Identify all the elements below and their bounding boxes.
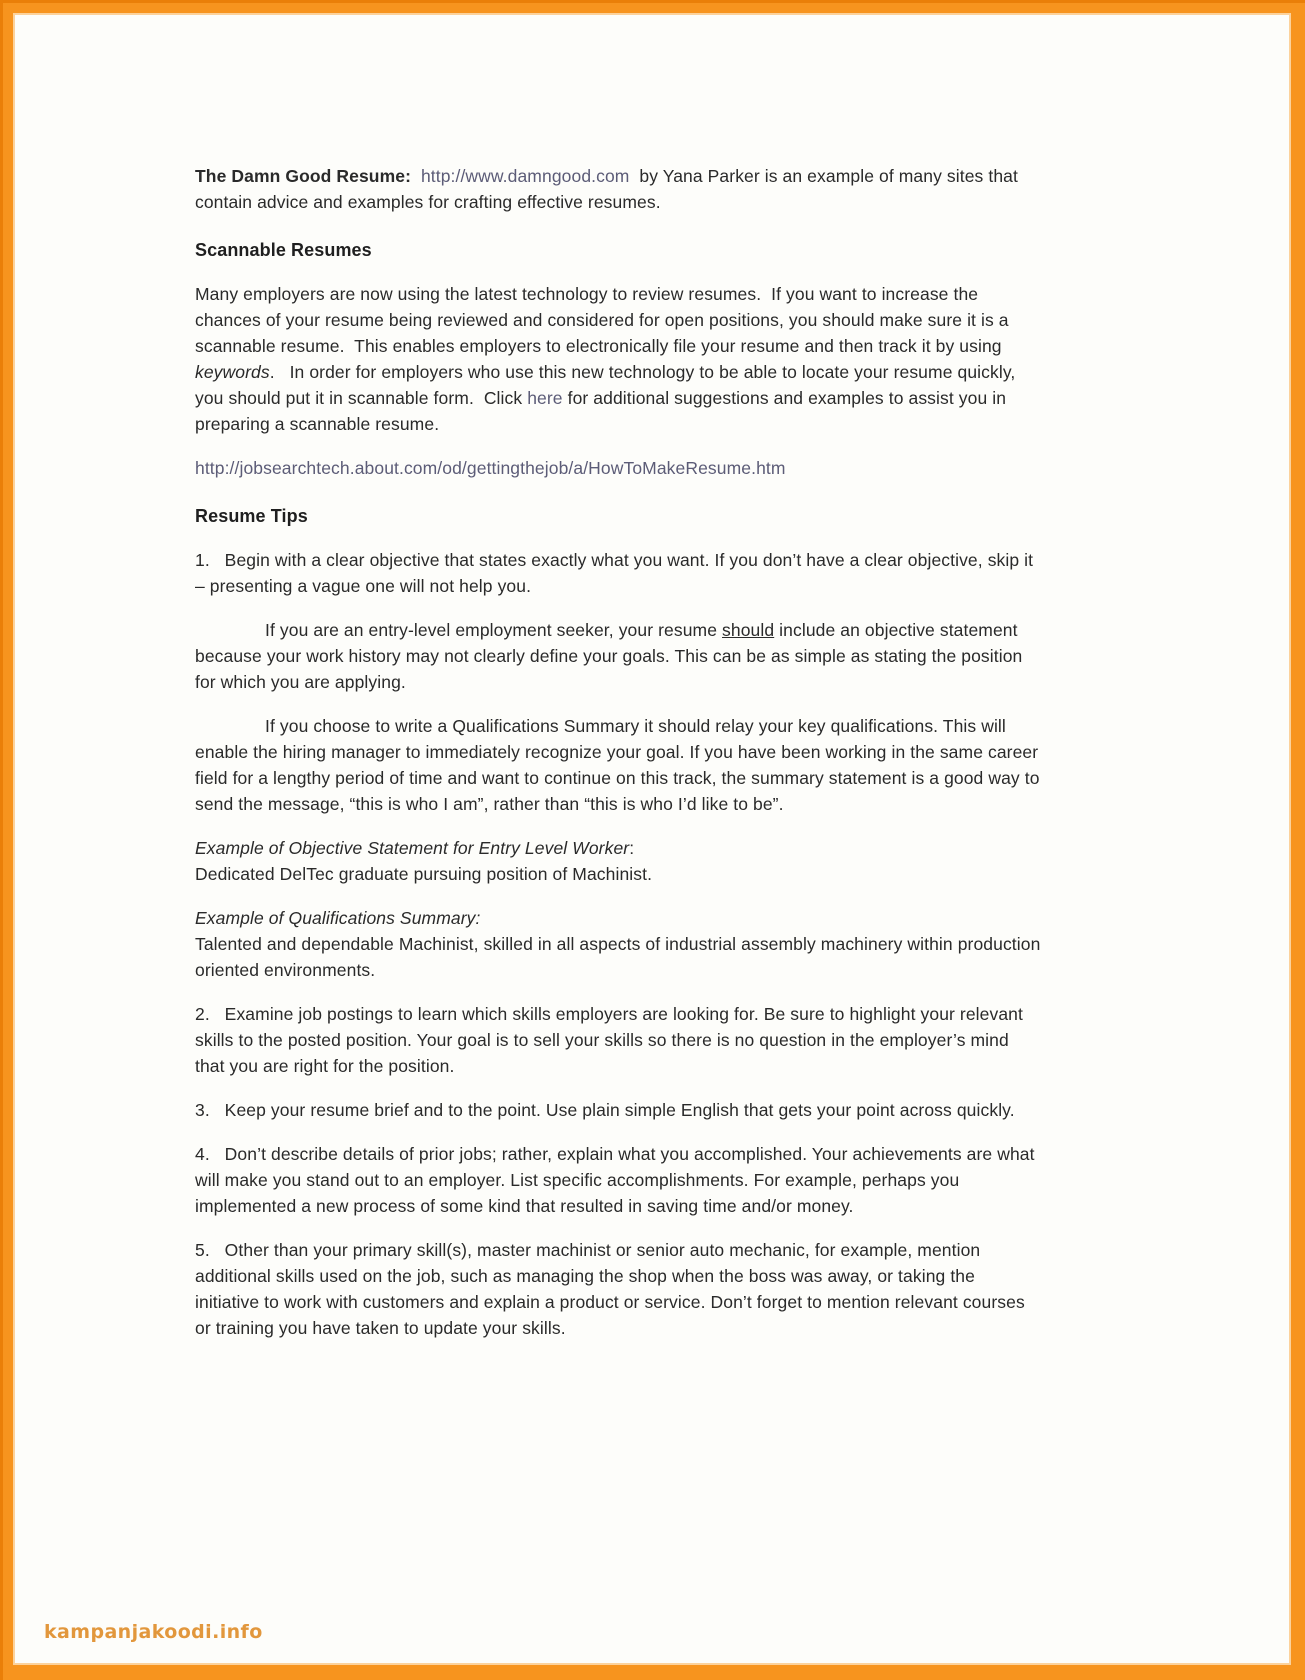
tip-1-qualifications-note <box>195 713 1043 817</box>
damngood-link[interactable]: http://www.damngood.com <box>420 166 630 186</box>
jobsearchtech-link[interactable]: http://jobsearchtech.about.com/od/gettingthejob/a/HowToMakeResume.htm <box>195 458 786 478</box>
text-run: 5. Other than your primary skill(s), master machinist or senior auto mechanic, for example, mention additional skills used on the job, such as managing the shop when the boss was away, or taking the initiative to work with customers and explain a product or service. Don’t forget to mention relevant courses or training you have taken to update your skills. <box>195 1240 1030 1338</box>
text-run: If you choose to write a Qualifications Summary it should relay your key qualifications. This will enable the hiring manager to immediately recognize your goal. If you have been working in the same career field for a lengthy period of time and want to continue on this track, the summary statement is a good way to send the message, “this is who I am”, rather than “this is who I’d like to be”. <box>195 716 1045 814</box>
heading-scannable-resumes <box>195 237 1043 263</box>
qualifications-example-text <box>195 931 1046 983</box>
qualifications-example-label <box>195 905 1043 931</box>
text-run: Example of Objective Statement for Entry Level Worker <box>195 838 630 858</box>
jobsearchtech-url-line <box>195 455 1043 481</box>
text-run: Example of Qualifications Summary: <box>195 908 481 928</box>
document-body <box>13 13 1291 1341</box>
text-run: The Damn Good Resume: <box>195 166 412 186</box>
here-link[interactable]: here <box>527 388 563 408</box>
text-run: 2. Examine job postings to learn which skills employers are looking for. Be sure to highlight your relevant skills to the posted position. Your goal is to sell your skills so there is no question in the employer’s mind that you are right for the position. <box>195 1004 1028 1076</box>
text-run: Scannable Resumes <box>195 240 372 260</box>
text-run <box>411 166 421 186</box>
tip-3 <box>195 1097 1043 1123</box>
text-run: by Yana Parker is an example of many sites that contain advice and examples for crafting effective resumes. <box>195 166 1023 212</box>
text-run: . In order for employers who use this new technology to be able to locate your resume quickly, you should put it in scannable form. Click <box>195 362 1021 408</box>
text-run: Dedicated DelTec graduate pursuing position of Machinist. <box>195 864 653 884</box>
tip-1 <box>195 547 1043 599</box>
text-run: keywords <box>195 362 270 382</box>
tip-2 <box>195 1001 1043 1079</box>
text-run: If you are an entry-level employment seeker, your resume <box>265 620 723 640</box>
text-run: Resume Tips <box>195 506 308 526</box>
text-run: 4. Don’t describe details of prior jobs; rather, explain what you accomplished. Your achievements are what will make you stand out to an employer. List specific accomplishments. For example, perhaps you implemented a new process of some kind that resulted in saving time and/or money. <box>195 1144 1040 1216</box>
tip-4 <box>195 1141 1043 1219</box>
text-run: Talented and dependable Machinist, skilled in all aspects of industrial assembly machinery within production oriented environments. <box>195 934 1046 980</box>
heading-resume-tips <box>195 503 1043 529</box>
text-run: 1. Begin with a clear objective that states exactly what you want. If you don’t have a clear objective, skip it – presenting a vague one will not help you. <box>195 550 1039 596</box>
text-run: include an objective statement because your work history may not clearly define your goals. This can be as simple as stating the position for which you are applying. <box>195 620 1028 692</box>
tip-5 <box>195 1237 1043 1341</box>
watermark-site-label: kampanjakoodi.info <box>44 1621 263 1643</box>
text-run: : <box>629 838 635 858</box>
text-run: should <box>722 620 775 640</box>
tip-1-objective-note <box>195 617 1043 695</box>
text-run: for additional suggestions and examples to assist you in preparing a scannable resume. <box>195 388 1012 434</box>
scannable-resumes-paragraph <box>195 281 1043 437</box>
text-run: 3. Keep your resume brief and to the point. Use plain simple English that gets your point across quickly. <box>195 1100 1015 1120</box>
document-page <box>13 13 1291 1665</box>
intro-paragraph <box>195 163 1043 215</box>
objective-example-text <box>195 861 1043 887</box>
objective-example-label <box>195 835 1043 861</box>
text-run: Many employers are now using the latest technology to review resumes. If you want to increase the chances of your resume being reviewed and considered for open positions, you should make sure it is a scannable resume. This enables employers to electronically file your resume and then track it by using <box>195 284 1014 356</box>
